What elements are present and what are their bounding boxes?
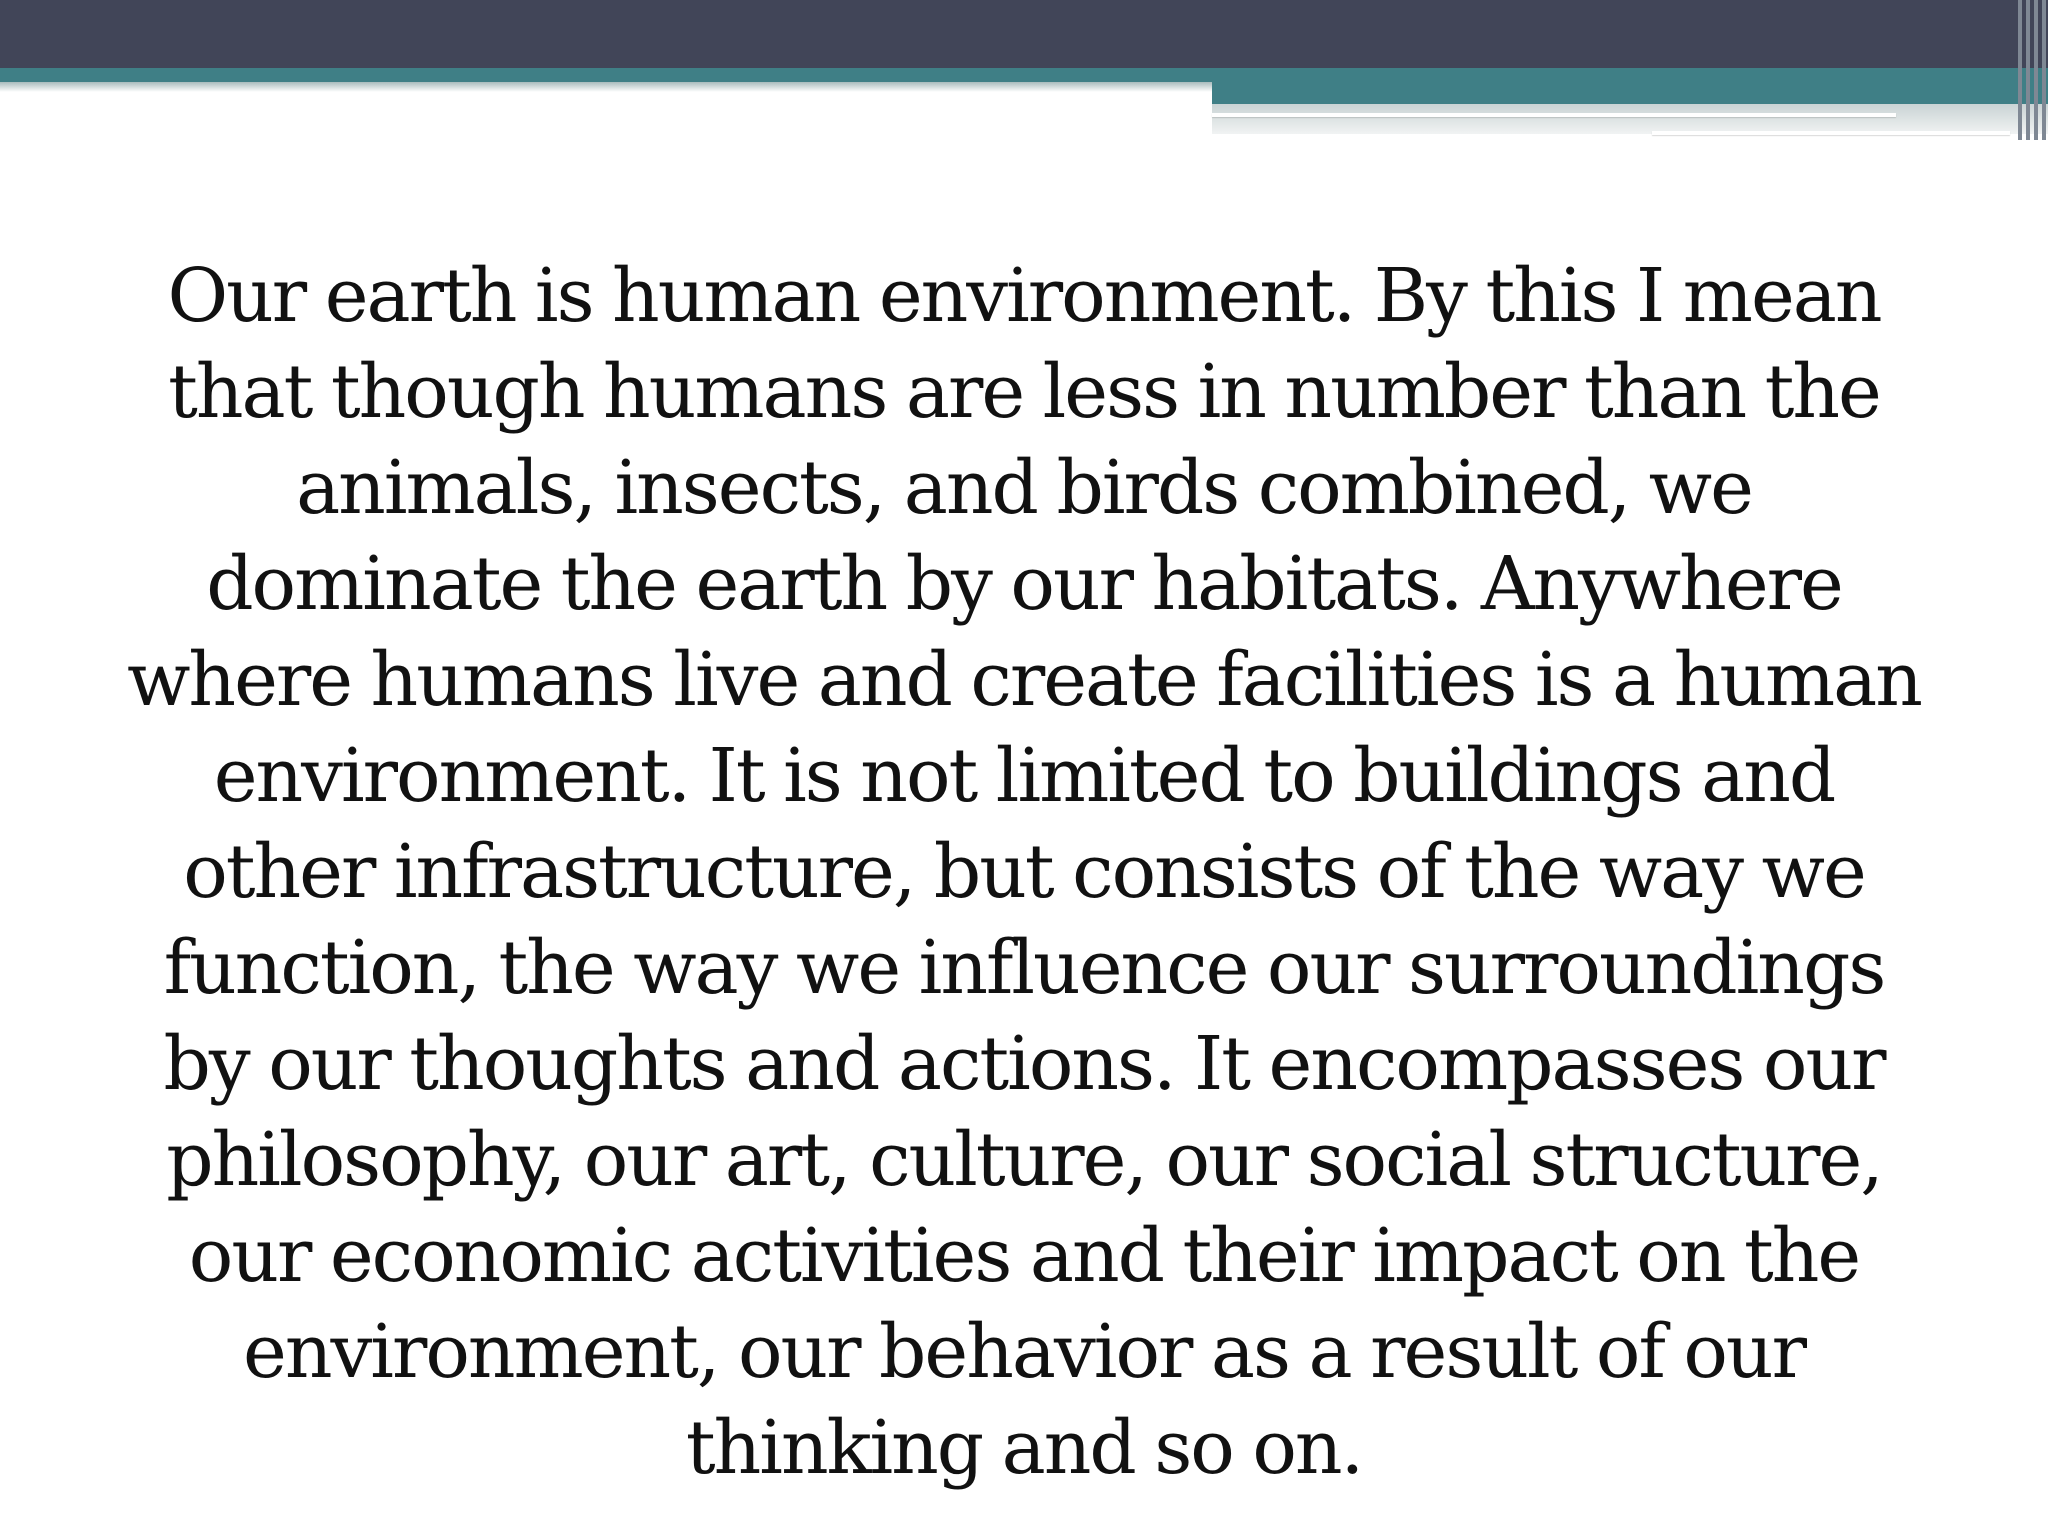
teal-accent-stripe bbox=[0, 68, 2048, 82]
decorative-rule-line bbox=[1212, 113, 1896, 117]
decorative-rule-line bbox=[1652, 131, 2010, 135]
accent-shadow bbox=[0, 82, 1212, 92]
header-band bbox=[0, 0, 2048, 68]
teal-accent-step bbox=[1212, 82, 2048, 104]
decorative-rule-backdrop bbox=[1212, 104, 2048, 134]
body-paragraph: Our earth is human environment. By this I mean that though humans are less in number than the animals, insects, and birds combined, we dominate the earth by our habitats. Anywhere where humans live and create facilities is a human environment. It is not limited to buildings and other infrastructure, but consists of the way we function, the way we influence our surroundings by our thoughts and actions. It encompasses our philosophy, our art, culture, our social structure, our economic activities and their impact on the environment, our behavior as a result of our thinking and so on. bbox=[127, 253, 1921, 1491]
right-edge-bars bbox=[2002, 0, 2048, 140]
